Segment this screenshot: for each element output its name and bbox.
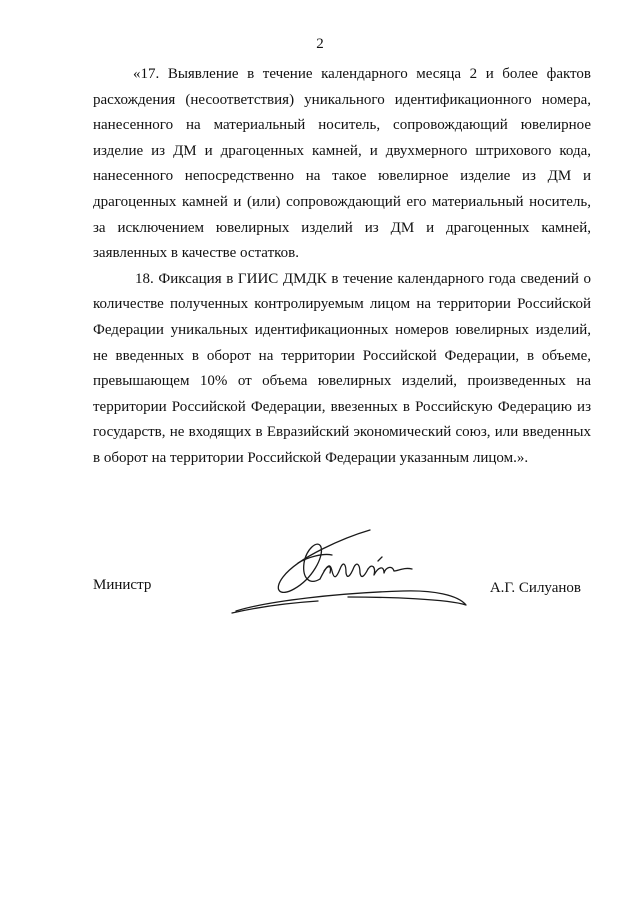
- signatory-name: А.Г. Силуанов: [489, 580, 581, 596]
- page-number: 2: [316, 36, 324, 52]
- signatory-position: Министр: [93, 577, 152, 593]
- paragraph-17: «17. Выявление в течение календарного месяца 2 и более фактов расхождения (несоответствия) уникального идентификационного номера, нанесенного на материальный носитель, сопровождающий ювелирное изделие из ДМ и драгоценных камней, и двухмерного штрихового кода, нанесенного непосредственно на такое ювелирное изделие из ДМ и драгоценных камней и (или) сопровождающий его материальный носитель, за исключением ювелирных изделий из ДМ и драгоценных камней, заявленных в качестве остатков.: [93, 66, 591, 262]
- handwritten-signature: [228, 527, 473, 619]
- document-body: [93, 62, 591, 472]
- paragraph-18: 18. Фиксация в ГИИС ДМДК в течение календарного года сведений о количестве полученных контролируемым лицом на территории Российской Федерации уникальных идентификационных номеров ювелирных изделий, не введенных в оборот на территории Российской Федерации, в объеме, превышающем 10% от объема ювелирных изделий, произведенных на территории Российской Федерации, ввезенных в Российскую Федерацию из государств, не входящих в Евразийский экономический союз, или введенных в оборот на территории Российской Федерации указанным лицом.».: [93, 270, 591, 466]
